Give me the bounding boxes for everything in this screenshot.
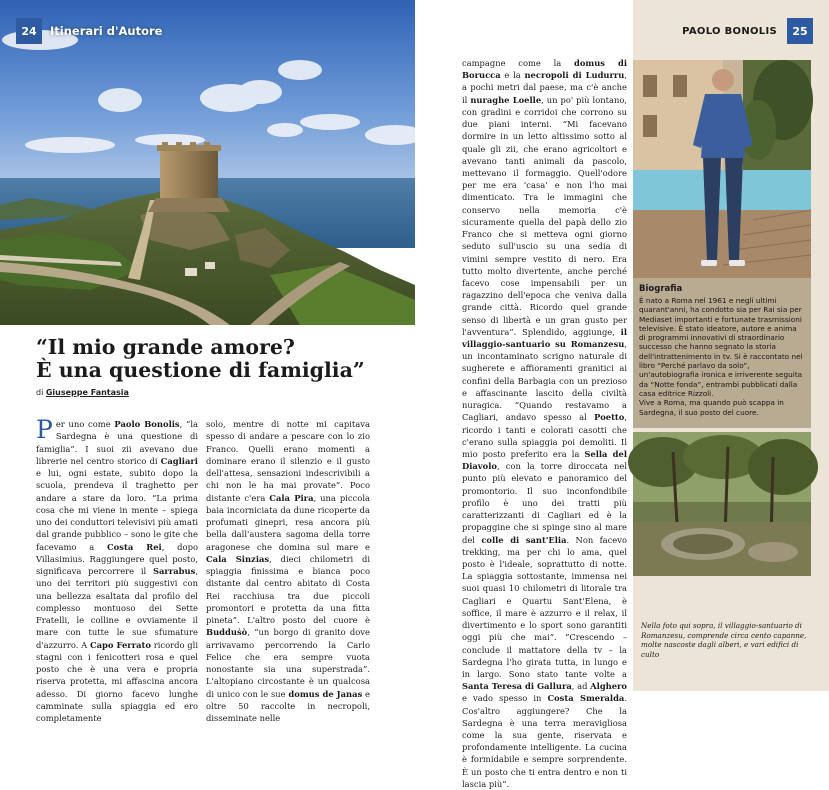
- article-headline: [36, 336, 406, 382]
- article-column-3: [462, 57, 627, 790]
- highlight-place: necropoli di Ludurru: [524, 70, 625, 81]
- text-run: er uno come: [55, 419, 115, 429]
- highlight-place: colle di sant'Elia: [481, 534, 567, 545]
- highlight-place: il villaggio-santuario su Romanzesu: [462, 326, 627, 350]
- portrait-photo: [633, 60, 811, 278]
- text-run: e lui, ogni estate, subito dopo la scuola, prendeva il traghetto per andare a stare da loro. “La prima cosa che mi viene in mente – spiega uno dei conduttori televisivi più amati dal grande pubblico – sono le gite che facevamo a: [36, 468, 198, 552]
- text-run: campagne come la: [462, 58, 574, 68]
- page-number-left: 24: [16, 18, 42, 44]
- text-run: e la: [500, 70, 525, 81]
- right-page: [415, 0, 829, 789]
- page-number-right: 25: [787, 18, 813, 44]
- left-page: [0, 0, 415, 723]
- text-run: ricordo gli stagni con i fenicotteri rosa e quel posto che è una vera e propria riserva protetta, mi affascina ancora adesso. Di giorno facevo lunghe camminate sulla spiaggia ed ero completamente: [36, 639, 198, 723]
- hero-photo-tower-coast: [0, 0, 415, 325]
- text-run: , uno dei territori più suggestivi con una bellezza esaltata dal profilo del complesso montuoso dei Sette Fratelli, le colline e ovviamente il mare con tutte le sue sfumature d'azzurro. A: [36, 566, 198, 650]
- highlight-place: Cala Sinzias: [206, 553, 270, 564]
- text-run: , “la Sardegna è una questione di famiglia”. I suoi zii avevano due librerie nel centro storico di: [36, 419, 198, 466]
- biography-title: Biografia: [639, 284, 683, 294]
- man-by-pool-image: [633, 60, 811, 278]
- highlight-place: Costa Rei: [106, 541, 162, 552]
- section-title: Itinerari d'Autore: [50, 24, 163, 38]
- tower-landscape-image: [0, 0, 415, 325]
- photo-caption: Nella foto qui sopra, il villaggio-santuario di Romanzesu, comprende circa cento capanne, molte nascoste dagli alberi, e vari edifici di culto: [641, 621, 807, 659]
- text-run: , con la torre diroccata nel punto più elevato e panoramico del promontorio. Il suo inconfondibile profilo è uno dei tratti più caratterizzanti di Cagliari ed è la propaggine che si spinge sino al mare del: [462, 461, 627, 545]
- highlight-place: Sella del Diavolo: [462, 449, 627, 472]
- text-run: . Cos'altro aggiungere? Che la Sardegna è una terra meravigliosa come la sua gente, riservata e profondamente intelligente. La cucina è formidabile e sempre sorprendente. È un posto che ti entra dentro e non ti lascia più”.: [462, 693, 627, 789]
- highlight-place: Sarrabus: [152, 566, 196, 576]
- text-run: , un po' più lontano, con gradini e corridoi che corrono su due piani interni. “Mi facevano dormire in un letto altissimo sotto al quale gli zii, che erano agricoltori e avevano tanti animali da pascolo, mettevano il formaggio. Quell'odore per me era ‘casa’ e non l'ho mai dimenticato. Tra le immagini che conservo nella memoria c'è sicuramente quella del papà dello zio Franco che si metteva ogni giorno seduto sull'uscio su una sedia di vimini sempre vestito di nero. Era tutto molto divertente, anche perché facevo cose impensabili per un ragazzino dell'epoca che veniva dalla grande città. Ricordo quel grande senso di libertà e un gran gusto per l'avventura”. Splendido, aggiunge,: [462, 94, 627, 337]
- highlight-place: Poetto: [594, 412, 625, 423]
- text-run: , ad: [571, 681, 591, 692]
- text-run: , dieci chilometri di spiaggia finissima e bianca poco distante dal centro abitato di Costa Rei racchiusa tra due piccoli promontori e protetta da una fitta pineta”. L'altro posto del cuore è: [206, 553, 370, 625]
- highlight-place: Budduṡò: [206, 627, 248, 638]
- text-run: , dopo Villasimius. Raggiungere quel posto, significava percorrere il: [36, 541, 198, 576]
- text-run: , ricordo i tanti e colorati casotti che c'erano sulla spiaggia poi demoliti. Il mio posto preferito era la: [462, 412, 627, 459]
- folio-left: [0, 18, 162, 44]
- highlight-place: Cagliari: [160, 455, 198, 466]
- text-run: , un incontaminato scrigno naturale di sugherete e affioramenti granitici ai confini della Barbagia con un prezioso e affascinante lascito della civiltà nuragica. “Quando restavamo a Cagliari, andavo spesso al: [462, 339, 627, 423]
- headline-line-1: “Il mio grande amore?: [36, 335, 295, 359]
- biography-paragraph-2: Vive a Roma, ma quando può scappa in Sardegna, il suo posto del cuore.: [639, 398, 784, 417]
- highlight-place: domus di Borucca: [462, 58, 627, 81]
- article-column-1: [36, 415, 198, 724]
- biography-box: [633, 278, 811, 428]
- article-column-2: [206, 418, 370, 724]
- headline-line-2: È una questione di famiglia”: [36, 358, 365, 382]
- text-run: , una piccola baia incorniciata da dune ricoperte da profumati ginepri, resa ancora più bella dall'austera sagoma della torre aragonese che domina sul mare e: [206, 492, 371, 552]
- highlight-place: domus de Janas: [288, 688, 363, 699]
- text-run: , “un borgo di granito dove arrivavamo percorrendo la Carlo Felice che era sempre vuota nonostante sia una superstrada”. L'altopiano circostante è un qualcosa di unico con le sue: [206, 627, 370, 699]
- highlight-place: nuraghe Loelle: [470, 94, 542, 105]
- highlight-place: Capo Ferrato: [89, 639, 151, 650]
- highlight-place: Costa Smeralda: [547, 693, 625, 704]
- byline-prefix: di: [36, 388, 44, 397]
- byline-author: Giuseppe Fantasia: [45, 388, 129, 397]
- biography-text: [639, 296, 805, 417]
- text-run: e oltre 50 raccolte in necropoli, disseminate nelle: [206, 688, 370, 723]
- running-head-author: PAOLO BONOLIS: [682, 25, 777, 37]
- sidebar: [633, 0, 829, 691]
- biography-paragraph-1: È nato a Roma nel 1961 e negli ultimi quarant'anni, ha condotto sia per Rai sia per Mediaset importanti e fortunate trasmissioni televisive. È stato ideatore, autore e anima di programmi innovativi di straordinario successo che hanno segnato la storia dell'intrattenimento in tv. Si è raccontato nel libro “Perché parlavo da solo”, un'autobiografia ironica e irriverente seguita da “Notte fonda”, entrambi pubblicati dalla casa editrice Rizzoli.: [639, 296, 803, 398]
- text-run: . Non facevo trekking, ma per chi lo ama, quel posto è l'ideale, soprattutto di notte. La spiaggia sottostante, immensa nei suoi quasi 10 chilometri di litorale tra Cagliari e Quartu Sant'Elena, è soffice, il mare è azzurro e il relax, il divertimento e lo sport sono garantiti oggi più che mai”. “Crescendo – conclude il mattatore della tv – la Sardegna l'ho girata tutta, in lungo e in largo. Sono stato tante volte a: [462, 534, 627, 679]
- text-run: , a pochi metri dal paese, ma c'è anche il: [462, 70, 627, 105]
- highlight-place: Cala Pira: [269, 492, 314, 503]
- highlight-name: Paolo Bonolis: [114, 419, 180, 429]
- drop-cap: P: [36, 415, 53, 444]
- stone-ruins-forest-image: [633, 432, 811, 576]
- highlight-place: Santa Teresa di Gallura: [462, 681, 572, 692]
- text-run: e vado spesso in: [462, 693, 548, 704]
- village-sanctuary-photo: [633, 432, 811, 576]
- highlight-place: Alghero: [590, 681, 627, 692]
- text-run: solo, mentre di notte mi capitava spesso di andare a pescare con lo zio Franco. Quelli erano momenti a dominare erano il silenzio e il gusto dell'attesa, sensazioni indescrivibili a chi non le ha mai provate”. Poco distante c'era: [206, 419, 370, 503]
- folio-right: [682, 18, 829, 44]
- byline: [36, 388, 129, 397]
